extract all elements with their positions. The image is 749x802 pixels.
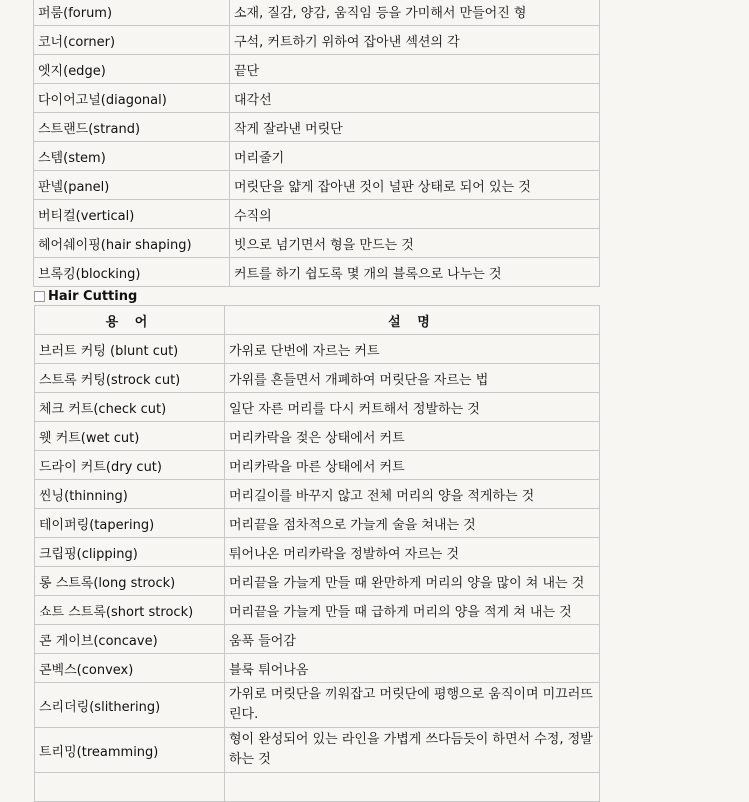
description-cell: 커트를 하기 쉽도록 몇 개의 블록으로 나누는 것: [230, 258, 600, 287]
description-cell: 가위로 단번에 자르는 커트: [225, 335, 600, 364]
table-row: [34, 26, 600, 55]
description-cell: 튀어나온 머리카락을 정발하여 자르는 것: [225, 538, 600, 567]
term-cell: 퍼룸(forum): [34, 0, 230, 26]
description-cell: 일단 자른 머리를 다시 커트해서 정발하는 것: [225, 393, 600, 422]
description-cell: 수직의: [230, 200, 600, 229]
term-cell: 웻 커트(wet cut): [35, 422, 225, 451]
table-row: [34, 171, 600, 200]
description-cell: 작게 잘라낸 머릿단: [230, 113, 600, 142]
description-cell: [225, 773, 600, 802]
description-cell: 소재, 질감, 양감, 움직임 등을 가미해서 만들어진 형: [230, 0, 600, 26]
glossary-table-top: [33, 0, 600, 287]
table-row: [35, 335, 600, 364]
section-title: [34, 289, 137, 304]
description-cell: 머리끝을 가늘게 만들 때 급하게 머리의 양을 적게 쳐 내는 것: [225, 596, 600, 625]
table-row: [35, 538, 600, 567]
term-cell: 트리밍(treamming): [35, 728, 225, 773]
term-cell: 드라이 커트(dry cut): [35, 451, 225, 480]
term-cell: 버티컬(vertical): [34, 200, 230, 229]
term-cell: 크립핑(clipping): [35, 538, 225, 567]
table-row: [35, 567, 600, 596]
table-row: [35, 509, 600, 538]
description-cell: 가위로 머릿단을 끼워잡고 머릿단에 평행으로 움직이며 미끄러뜨린다.: [225, 683, 600, 728]
table-row: [35, 480, 600, 509]
description-cell: 끝단: [230, 55, 600, 84]
description-cell: 움푹 들어감: [225, 625, 600, 654]
table-row: [35, 393, 600, 422]
section-title-text: Hair Cutting: [48, 289, 138, 304]
term-cell: 테이퍼링(tapering): [35, 509, 225, 538]
term-cell: 스트록 커팅(strock cut): [35, 364, 225, 393]
table-row: [35, 654, 600, 683]
bullet-box-icon: [34, 291, 45, 302]
table-row: [35, 451, 600, 480]
hair-cutting-table: [34, 305, 600, 802]
table-row: [35, 364, 600, 393]
term-cell: 체크 커트(check cut): [35, 393, 225, 422]
description-cell: 빗으로 넘기면서 형을 만드는 것: [230, 229, 600, 258]
term-cell: 엣지(edge): [34, 55, 230, 84]
description-cell: 머리길이를 바꾸지 않고 전체 머리의 양을 적게하는 것: [225, 480, 600, 509]
term-cell: 스템(stem): [34, 142, 230, 171]
table-row: [35, 683, 600, 728]
table-header-row: [35, 306, 600, 335]
description-cell: 머리카락을 마른 상태에서 커트: [225, 451, 600, 480]
description-cell: 머리끝을 점차적으로 가늘게 술을 쳐내는 것: [225, 509, 600, 538]
term-cell: 브록킹(blocking): [34, 258, 230, 287]
table-row: [35, 625, 600, 654]
description-cell: 형이 완성되어 있는 라인을 가볍게 쓰다듬듯이 하면서 수정, 정발하는 것: [225, 728, 600, 773]
term-cell: 판넬(panel): [34, 171, 230, 200]
header-term: 용 어: [35, 306, 225, 335]
description-cell: 머릿단을 얇게 잡아낸 것이 널판 상태로 되어 있는 것: [230, 171, 600, 200]
table-row: [35, 422, 600, 451]
description-cell: 머리카락을 젖은 상태에서 커트: [225, 422, 600, 451]
term-cell: 롱 스트록(long strock): [35, 567, 225, 596]
description-cell: 가위를 흔들면서 개폐하여 머릿단을 자르는 법: [225, 364, 600, 393]
table-row: [34, 0, 600, 26]
term-cell: [35, 773, 225, 802]
table-row: [34, 84, 600, 113]
table-row: [35, 728, 600, 773]
description-cell: 머리줄기: [230, 142, 600, 171]
header-desc: 설 명: [225, 306, 600, 335]
table-row: [35, 596, 600, 625]
term-cell: 브러트 커팅 (blunt cut): [35, 335, 225, 364]
term-cell: 씬닝(thinning): [35, 480, 225, 509]
table-row: [34, 142, 600, 171]
table-row: [35, 773, 600, 802]
term-cell: 스트랜드(strand): [34, 113, 230, 142]
description-cell: 구석, 커트하기 위하여 잡아낸 섹션의 각: [230, 26, 600, 55]
term-cell: 스리더링(slithering): [35, 683, 225, 728]
table-row: [34, 200, 600, 229]
term-cell: 코너(corner): [34, 26, 230, 55]
table-row: [34, 113, 600, 142]
description-cell: 머리끝을 가늘게 만들 때 완만하게 머리의 양을 많이 쳐 내는 것: [225, 567, 600, 596]
description-cell: 블룩 튀어나옴: [225, 654, 600, 683]
term-cell: 헤어쉐이핑(hair shaping): [34, 229, 230, 258]
table-row: [34, 55, 600, 84]
term-cell: 다이어고널(diagonal): [34, 84, 230, 113]
term-cell: 쇼트 스트록(short strock): [35, 596, 225, 625]
table-row: [34, 229, 600, 258]
table-row: [34, 258, 600, 287]
term-cell: 콘벡스(convex): [35, 654, 225, 683]
term-cell: 콘 게이브(concave): [35, 625, 225, 654]
description-cell: 대각선: [230, 84, 600, 113]
